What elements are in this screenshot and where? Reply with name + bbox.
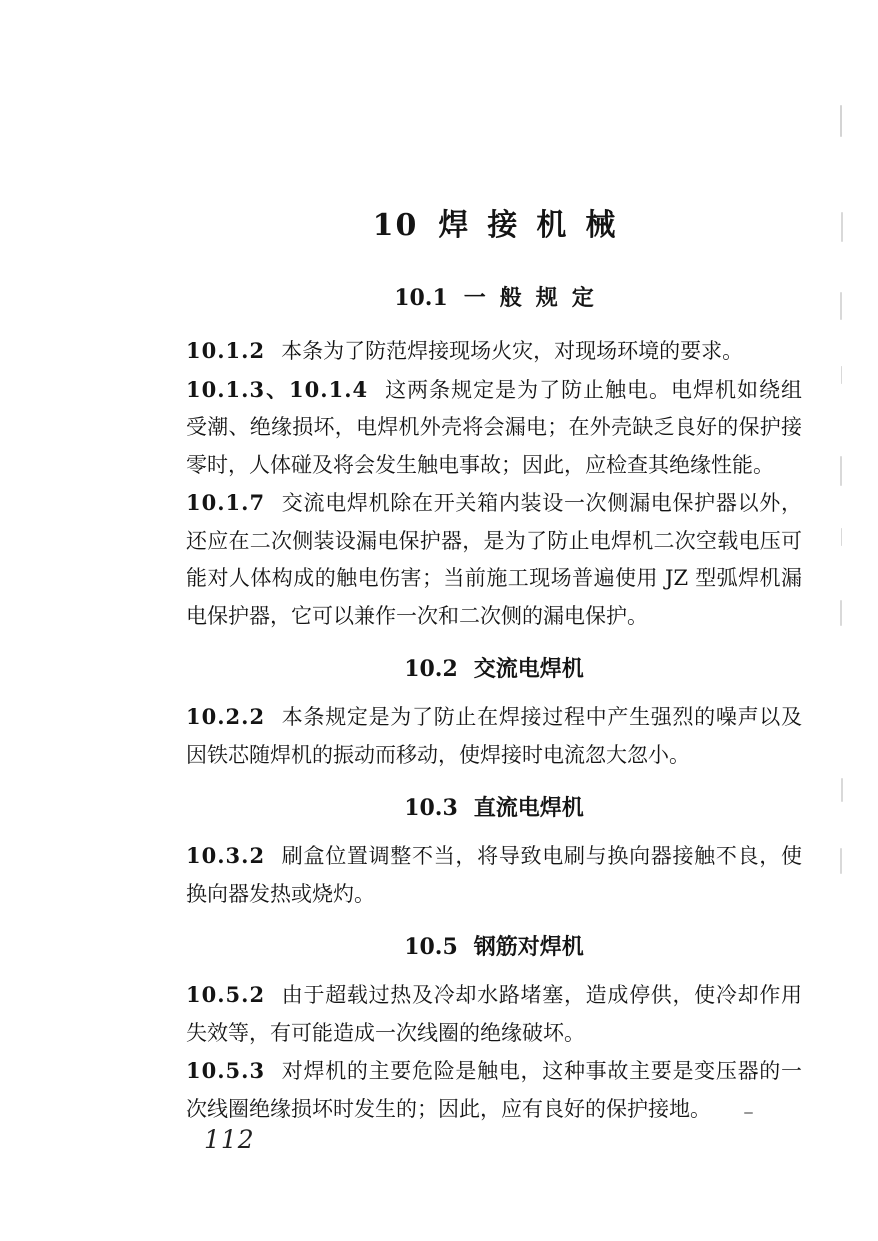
- paragraph-text: 本条为了防范焊接现场火灾，对现场环境的要求。: [281, 339, 744, 363]
- paragraph: [186, 976, 802, 1052]
- section-10-1-body: [186, 332, 802, 635]
- paragraph-label: 10.5.2: [186, 982, 266, 1007]
- chapter-number: 10: [372, 208, 419, 243]
- page-number: 112: [204, 1125, 255, 1154]
- section-10-2-body: [186, 698, 802, 774]
- paragraph-text: 本条规定是为了防止在焊接过程中产生强烈的噪声以及因铁芯随焊机的振动而移动，使焊接时电流忽大忽小。: [186, 705, 802, 767]
- paragraph: [186, 484, 802, 635]
- section-heading-10-3: [186, 794, 802, 822]
- chapter-title-text: 焊接机械: [438, 208, 635, 243]
- scan-artifact: [840, 292, 842, 320]
- paragraph-text: 刷盒位置调整不当，将导致电刷与换向器接触不良，使换向器发热或烧灼。: [186, 844, 802, 906]
- paragraph: [186, 1052, 802, 1128]
- paragraph: [186, 371, 802, 485]
- paragraph-label: 10.1.3、10.1.4: [186, 376, 369, 402]
- section-number: 10.3: [404, 795, 458, 821]
- chapter-title: [186, 205, 802, 247]
- scan-artifact: [841, 212, 843, 242]
- paragraph-text: 对焊机的主要危险是触电，这种事故主要是变压器的一次线圈绝缘损坏时发生的；因此，应有良好的保护接地。: [186, 1059, 802, 1121]
- scan-artifact: [840, 105, 842, 137]
- section-heading-10-2: [186, 655, 802, 683]
- paragraph: [186, 837, 802, 913]
- paragraph-label: 10.1.7: [186, 490, 266, 515]
- paragraph: [186, 698, 802, 774]
- scan-artifact: [841, 528, 842, 546]
- section-title-text: 钢筋对焊机: [473, 934, 584, 960]
- scan-artifact: [841, 366, 842, 384]
- paragraph: [186, 332, 802, 371]
- text-block: [186, 0, 802, 1128]
- scan-artifact: [840, 600, 842, 626]
- section-title-text: 直流电焊机: [473, 795, 584, 821]
- paragraph-label: 10.2.2: [186, 704, 266, 729]
- section-number: 10.5: [404, 934, 458, 960]
- section-heading-10-5: [186, 933, 802, 961]
- scan-artifact: [744, 1112, 753, 1114]
- section-number: 10.1: [394, 285, 448, 311]
- section-title-text: 交流电焊机: [473, 656, 584, 682]
- paragraph-label: 10.1.2: [186, 338, 266, 363]
- section-10-3-body: [186, 837, 802, 913]
- scan-artifact: [840, 848, 842, 874]
- section-10-5-body: [186, 976, 802, 1128]
- section-title-text: 一般规定: [463, 285, 608, 311]
- paragraph-label: 10.3.2: [186, 843, 266, 868]
- section-heading-10-1: [186, 284, 802, 312]
- paragraph-text: 这两条规定是为了防止触电。电焊机如绕组受潮、绝缘损坏，电焊机外壳将会漏电；在外壳缺乏良好的保护接零时，人体碰及将会发生触电事故；因此，应检查其绝缘性能。: [186, 377, 803, 477]
- scan-artifact: [840, 456, 842, 486]
- scan-artifact: [841, 778, 843, 802]
- paragraph-text: 交流电焊机除在开关箱内装设一次侧漏电保护器以外，还应在二次侧装设漏电保护器，是为了防止电焊机二次空载电压可能对人体构成的触电伤害；当前施工现场普遍使用 JZ 型弧焊机漏电保护器，它可以兼作一次和二次侧的漏电保护。: [186, 491, 802, 628]
- paragraph-text: 由于超载过热及冷却水路堵塞，造成停供，使冷却作用失效等，有可能造成一次线圈的绝缘破坏。: [186, 983, 802, 1045]
- paragraph-label: 10.5.3: [186, 1058, 266, 1083]
- section-number: 10.2: [404, 656, 458, 682]
